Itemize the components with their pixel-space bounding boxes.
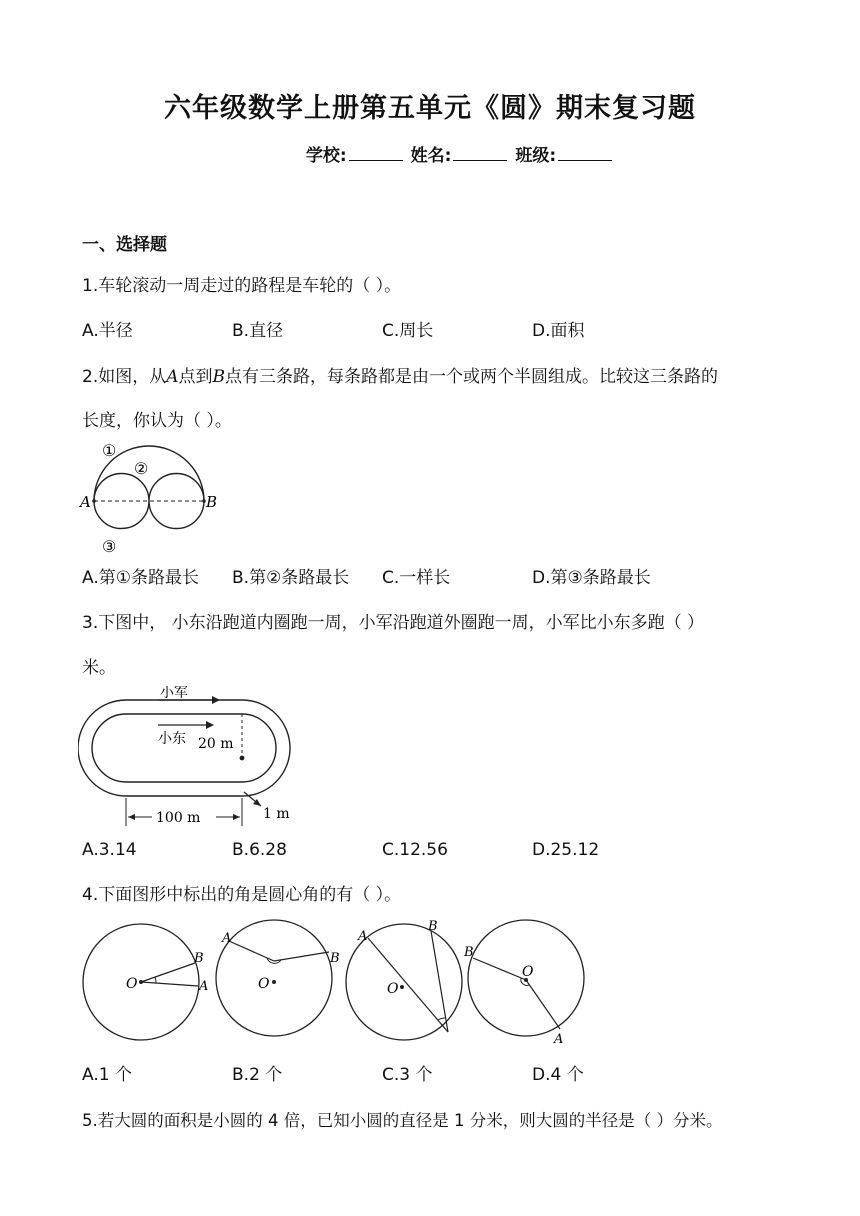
path-3-label: ③	[102, 537, 117, 556]
question-3-line-2: 米。	[82, 658, 116, 678]
question-2-text-a: 2.如图，从	[82, 367, 167, 387]
school-blank[interactable]	[349, 146, 403, 161]
width-label: 1 m	[263, 806, 290, 822]
page-title: 六年级数学上册第五单元《圆》期末复习题	[164, 93, 696, 124]
circle-1-o-label: O	[126, 976, 138, 992]
radius-label: 20 m	[198, 736, 234, 752]
circle-2-outline	[216, 920, 332, 1036]
name-blank[interactable]	[453, 146, 507, 161]
circle-3-o-label: O	[387, 981, 399, 997]
question-1: 1.车轮滚动一周走过的路程是车轮的（ ）。	[82, 276, 402, 296]
class-label: 班级:	[515, 146, 557, 166]
inner-arrow-head	[206, 721, 214, 729]
circle-figure-1	[83, 924, 208, 1040]
path-1-label: ①	[102, 441, 117, 460]
circle-3-b-label: B	[428, 919, 438, 934]
figure-a-label: A	[80, 493, 91, 511]
circle-4-o-label: O	[522, 964, 534, 980]
outer-arrow-head	[212, 696, 220, 704]
central-angle-figures	[78, 916, 598, 1046]
point-b-label: B	[212, 367, 226, 387]
question-2-line-1	[82, 366, 718, 388]
option-a[interactable]: A.第①条路最长	[82, 568, 199, 588]
length-arrow-head-left	[128, 814, 135, 820]
option-c[interactable]: C.3 个	[382, 1065, 433, 1085]
section-title: 一、选择题	[82, 235, 167, 255]
option-d[interactable]: D.4 个	[532, 1065, 584, 1085]
option-c[interactable]: C.12.56	[382, 840, 448, 860]
school-label: 学校:	[305, 146, 347, 166]
three-paths-figure	[78, 438, 228, 558]
path-2-arcs	[94, 474, 204, 502]
option-b[interactable]: B.2 个	[232, 1065, 283, 1085]
length-label: 100 m	[156, 810, 201, 826]
question-2-line-2: 长度，你认为（ ）。	[82, 411, 232, 431]
circle-2-chord-b	[274, 952, 329, 961]
question-2-text-c: 点有三条路，每条路都是由一个或两个半圆组成。比较这三条路的	[225, 367, 719, 387]
running-track-figure	[78, 686, 308, 828]
question-5: 5.若大圆的面积是小圆的 4 倍，已知小圆的直径是 1 分米，则大圆的半径是（ ）分米。	[82, 1111, 723, 1130]
circle-figure-4	[463, 920, 584, 1046]
class-blank[interactable]	[558, 146, 612, 161]
circle-3-chord-b	[431, 931, 448, 1032]
circle-3-chord-a	[368, 938, 448, 1032]
circle-2-center	[272, 980, 276, 984]
circle-1-center	[139, 980, 143, 984]
path-2-label: ②	[134, 459, 149, 478]
circle-1-a-label: A	[199, 979, 209, 994]
circle-4-radius-a	[526, 980, 560, 1029]
option-c[interactable]: C.周长	[382, 321, 434, 341]
option-b[interactable]: B.直径	[232, 321, 284, 341]
path-3-arcs	[94, 501, 204, 529]
question-3-line-1: 3.下图中， 小东沿跑道内圈跑一周，小军沿跑道外圈跑一周，小军比小东多跑（ ）	[82, 613, 705, 633]
circle-3-angle-mark	[438, 1018, 445, 1020]
figure-b-label: B	[206, 493, 218, 511]
name-label: 姓名:	[410, 146, 452, 166]
option-a[interactable]: A.半径	[82, 321, 133, 341]
option-b[interactable]: B.6.28	[232, 840, 287, 860]
length-arrow-head-right	[233, 814, 240, 820]
circle-1-b-label: B	[194, 951, 204, 966]
circle-2-o-label: O	[258, 976, 270, 992]
circle-3-center	[400, 985, 404, 989]
option-a[interactable]: A.3.14	[82, 840, 137, 860]
option-b[interactable]: B.第②条路最长	[232, 568, 350, 588]
circle-3-a-label: A	[358, 929, 368, 944]
option-a[interactable]: A.1 个	[82, 1065, 132, 1085]
point-a-dot	[92, 499, 96, 503]
option-d[interactable]: D.面积	[532, 321, 585, 341]
inner-runner-label: 小东	[158, 731, 186, 747]
circle-2-a-label: A	[222, 931, 232, 946]
option-d[interactable]: D.25.12	[532, 840, 600, 860]
circle-1-radius-a	[141, 982, 198, 986]
circle-4-a-label: A	[554, 1032, 564, 1046]
question-2-text-b: 点到	[178, 367, 213, 387]
inner-lane	[92, 714, 276, 782]
student-info-line	[180, 141, 740, 166]
circle-figure-2	[216, 920, 340, 1036]
option-c[interactable]: C.一样长	[382, 568, 451, 588]
option-d[interactable]: D.第③条路最长	[532, 568, 651, 588]
center-dot	[240, 756, 245, 761]
outer-runner-label: 小军	[160, 686, 188, 701]
circle-4-radius-b	[473, 958, 526, 980]
circle-figure-3	[346, 919, 462, 1040]
circle-1-radius-b	[141, 963, 195, 982]
circle-1-angle-mark	[155, 977, 156, 983]
point-a-label: A	[166, 367, 179, 387]
circle-2-b-label: B	[330, 951, 340, 966]
circle-4-b-label: B	[464, 945, 474, 960]
question-4: 4.下面图形中标出的角是圆心角的有（ ）。	[82, 885, 402, 905]
